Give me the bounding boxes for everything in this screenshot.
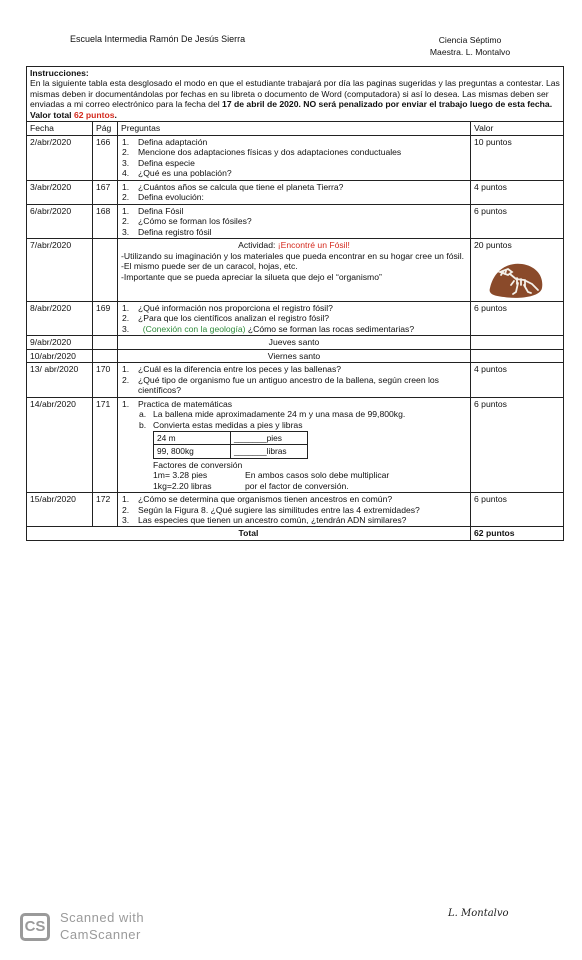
- table-row: [27, 180, 564, 204]
- teacher-name: Maestra. L. Montalvo: [429, 47, 511, 58]
- row-page: [93, 239, 118, 301]
- holiday-label: Viernes santo: [118, 349, 471, 362]
- conversion-value: 24 m: [154, 432, 231, 445]
- row-value: 6 puntos: [471, 493, 564, 527]
- table-row: [27, 239, 564, 301]
- factor-m: 1m= 3.28 pies: [153, 470, 208, 481]
- signature: L. Montalvo: [448, 908, 509, 919]
- conversion-value: 99, 800kg: [154, 445, 231, 458]
- question-item: 2. Según la Figura 8. ¿Qué sugiere las similitudes entre las 4 extremidades?: [122, 504, 420, 515]
- total-row: [27, 527, 564, 540]
- conversion-blank: _______pies: [231, 432, 308, 445]
- col-header-value: Valor: [471, 122, 564, 135]
- table-row: [27, 301, 564, 335]
- instructions-total-points: 62 puntos: [73, 109, 115, 120]
- question-text: ¿Cómo se forman las rocas sedimentarias?: [245, 323, 415, 334]
- header-row: [27, 122, 564, 135]
- row-page: 172: [93, 493, 118, 527]
- conversion-title: Factores de conversión: [153, 459, 243, 470]
- conversion-blank: _______libras: [231, 445, 308, 458]
- row-questions: [118, 397, 471, 492]
- scanner-line1: Scanned with: [60, 910, 145, 925]
- row-value: 6 puntos: [471, 204, 564, 238]
- row-value: 4 puntos: [471, 180, 564, 204]
- assignment-table: [26, 66, 564, 541]
- row-date: 3/abr/2020: [27, 180, 93, 204]
- row-date: 9/abr/2020: [27, 336, 93, 349]
- question-item: 1. Practica de matemáticas: [122, 398, 233, 409]
- camscanner-watermark: [20, 910, 144, 944]
- conversion-row: [154, 445, 308, 458]
- table-row: [27, 204, 564, 238]
- activity-line: -El mismo puede ser de un caracol, hojas, etc.: [121, 261, 298, 272]
- row-value-text: 20 puntos: [474, 240, 512, 251]
- factor-note: por el factor de conversión.: [245, 480, 349, 491]
- question-item: 1. Defina Fósil: [122, 205, 184, 216]
- instructions-title: Instrucciones:: [30, 68, 89, 78]
- row-questions: [118, 363, 471, 397]
- sub-item: a. La ballena mide aproximadamente 24 m y una masa de 99,800kg.: [139, 409, 406, 420]
- row-page: 170: [93, 363, 118, 397]
- instructions-deadline: 17 de abril de 2020. NO será penalizado por enviar el trabajo luego de esta fecha. Valor total: [30, 99, 553, 120]
- activity-cell: [118, 239, 471, 301]
- table-row: [27, 135, 564, 180]
- row-value: 6 puntos: [471, 397, 564, 492]
- row-questions: [118, 493, 471, 527]
- row-value: 10 puntos: [471, 135, 564, 180]
- question-item: 2. ¿Para que los científicos analizan el registro fósil?: [122, 313, 330, 324]
- row-page: 168: [93, 204, 118, 238]
- holiday-label: Jueves santo: [118, 336, 471, 349]
- activity-title: ¡Encontré un Fósil!: [277, 240, 350, 251]
- activity-line: -Importante que se pueda apreciar la silueta que dejo el “organismo”: [121, 271, 382, 282]
- row-page: 171: [93, 397, 118, 492]
- row-value: 6 puntos: [471, 301, 564, 335]
- geology-connection: (Conexión con la geología): [142, 323, 246, 334]
- question-item: 2. ¿Cómo se forman los fósiles?: [122, 216, 252, 227]
- question-item: 1. ¿Cuál es la diferencia entre los peces y las ballenas?: [122, 364, 342, 375]
- question-item: 2. ¿Qué tipo de organismo fue un antiguo ancestro de la ballena, según creen los científicos?: [122, 374, 439, 396]
- sub-item: b. Convierta estas medidas a pies y libras: [139, 419, 303, 430]
- row-page: 167: [93, 180, 118, 204]
- table-row: [27, 397, 564, 492]
- row-date: 2/abr/2020: [27, 135, 93, 180]
- row-date: 10/abr/2020: [27, 349, 93, 362]
- instructions-body: En la siguiente tabla esta desglosado el modo en que el estudiante trabajará por día las paginas sugeridas y las preguntas a contestar. Las mismas deben ir documentándolas por fechas en su libreta o documento de Word (computadora) si así lo desea. Las mismas deben ser enviadas a mi correo electrónico para la fecha del: [30, 78, 560, 110]
- row-date: 14/abr/2020: [27, 397, 93, 492]
- scanner-line2: CamScanner: [60, 926, 141, 942]
- question-item: 1. ¿Qué información nos proporciona el registro fósil?: [122, 302, 333, 313]
- activity-line: -Utilizando su imaginación y los materiales que pueda encontrar en su hogar cree un fósil.: [121, 250, 464, 261]
- dinosaur-fossil-icon: [486, 252, 546, 300]
- course-info: [410, 34, 530, 58]
- col-header-page: Pág: [93, 122, 118, 135]
- question-item: 3. (Conexión con la geología) ¿Cómo se forman las rocas sedimentarias?: [122, 323, 415, 334]
- row-questions: [118, 135, 471, 180]
- camscanner-logo-icon: CS: [20, 913, 50, 941]
- question-item: 2. Defina evolución:: [122, 192, 204, 203]
- question-item: 1. Defina adaptación: [122, 136, 208, 147]
- question-item: 3. Defina especie: [122, 157, 195, 168]
- factor-kg: 1kg=2.20 libras: [153, 480, 212, 491]
- instructions-text: [30, 78, 560, 120]
- row-date: 7/abr/2020: [27, 239, 93, 301]
- row-page: 166: [93, 135, 118, 180]
- question-item: 3. Las especies que tienen un ancestro común, ¿tendrán ADN similares?: [122, 515, 407, 525]
- col-header-questions: Preguntas: [118, 122, 471, 135]
- table-row: [27, 363, 564, 397]
- question-item: 1. ¿Cómo se determina que organismos tienen ancestros en común?: [122, 494, 393, 505]
- table-row: [27, 493, 564, 527]
- school-name: Escuela Intermedia Ramón De Jesús Sierra: [70, 34, 246, 44]
- total-value: 62 puntos: [471, 527, 564, 540]
- instructions-end: .: [114, 109, 117, 120]
- row-value: [471, 239, 564, 301]
- row-date: 6/abr/2020: [27, 204, 93, 238]
- conversion-table: [153, 431, 308, 459]
- subject-name: Ciencia Séptimo: [438, 35, 502, 45]
- instructions-cell: [27, 67, 564, 122]
- question-item: 4. ¿Qué es una población?: [122, 168, 232, 179]
- row-questions: [118, 301, 471, 335]
- question-item: 1. ¿Cuántos años se calcula que tiene el planeta Tierra?: [122, 181, 344, 192]
- activity-heading: [121, 240, 467, 250]
- instructions-row: [27, 67, 564, 122]
- question-item: 3. Defina registro fósil: [122, 226, 212, 237]
- table-row: [27, 336, 564, 349]
- conversion-row: [154, 432, 308, 445]
- row-value: [471, 349, 564, 362]
- question-item: 2. Mencione dos adaptaciones físicas y dos adaptaciones conductuales: [122, 147, 402, 158]
- row-page: [93, 336, 118, 349]
- row-page: [93, 349, 118, 362]
- row-page: 169: [93, 301, 118, 335]
- row-date: 13/ abr/2020: [27, 363, 93, 397]
- row-date: 15/abr/2020: [27, 493, 93, 527]
- col-header-date: Fecha: [27, 122, 93, 135]
- row-value: 4 puntos: [471, 363, 564, 397]
- row-questions: [118, 204, 471, 238]
- row-value: [471, 336, 564, 349]
- conversion-factors: [153, 460, 467, 491]
- table-row: [27, 349, 564, 362]
- factor-note: En ambos casos solo debe multiplicar: [245, 470, 390, 481]
- total-label: Total: [27, 527, 471, 540]
- activity-label: Actividad:: [238, 240, 278, 251]
- row-questions: [118, 180, 471, 204]
- row-date: 8/abr/2020: [27, 301, 93, 335]
